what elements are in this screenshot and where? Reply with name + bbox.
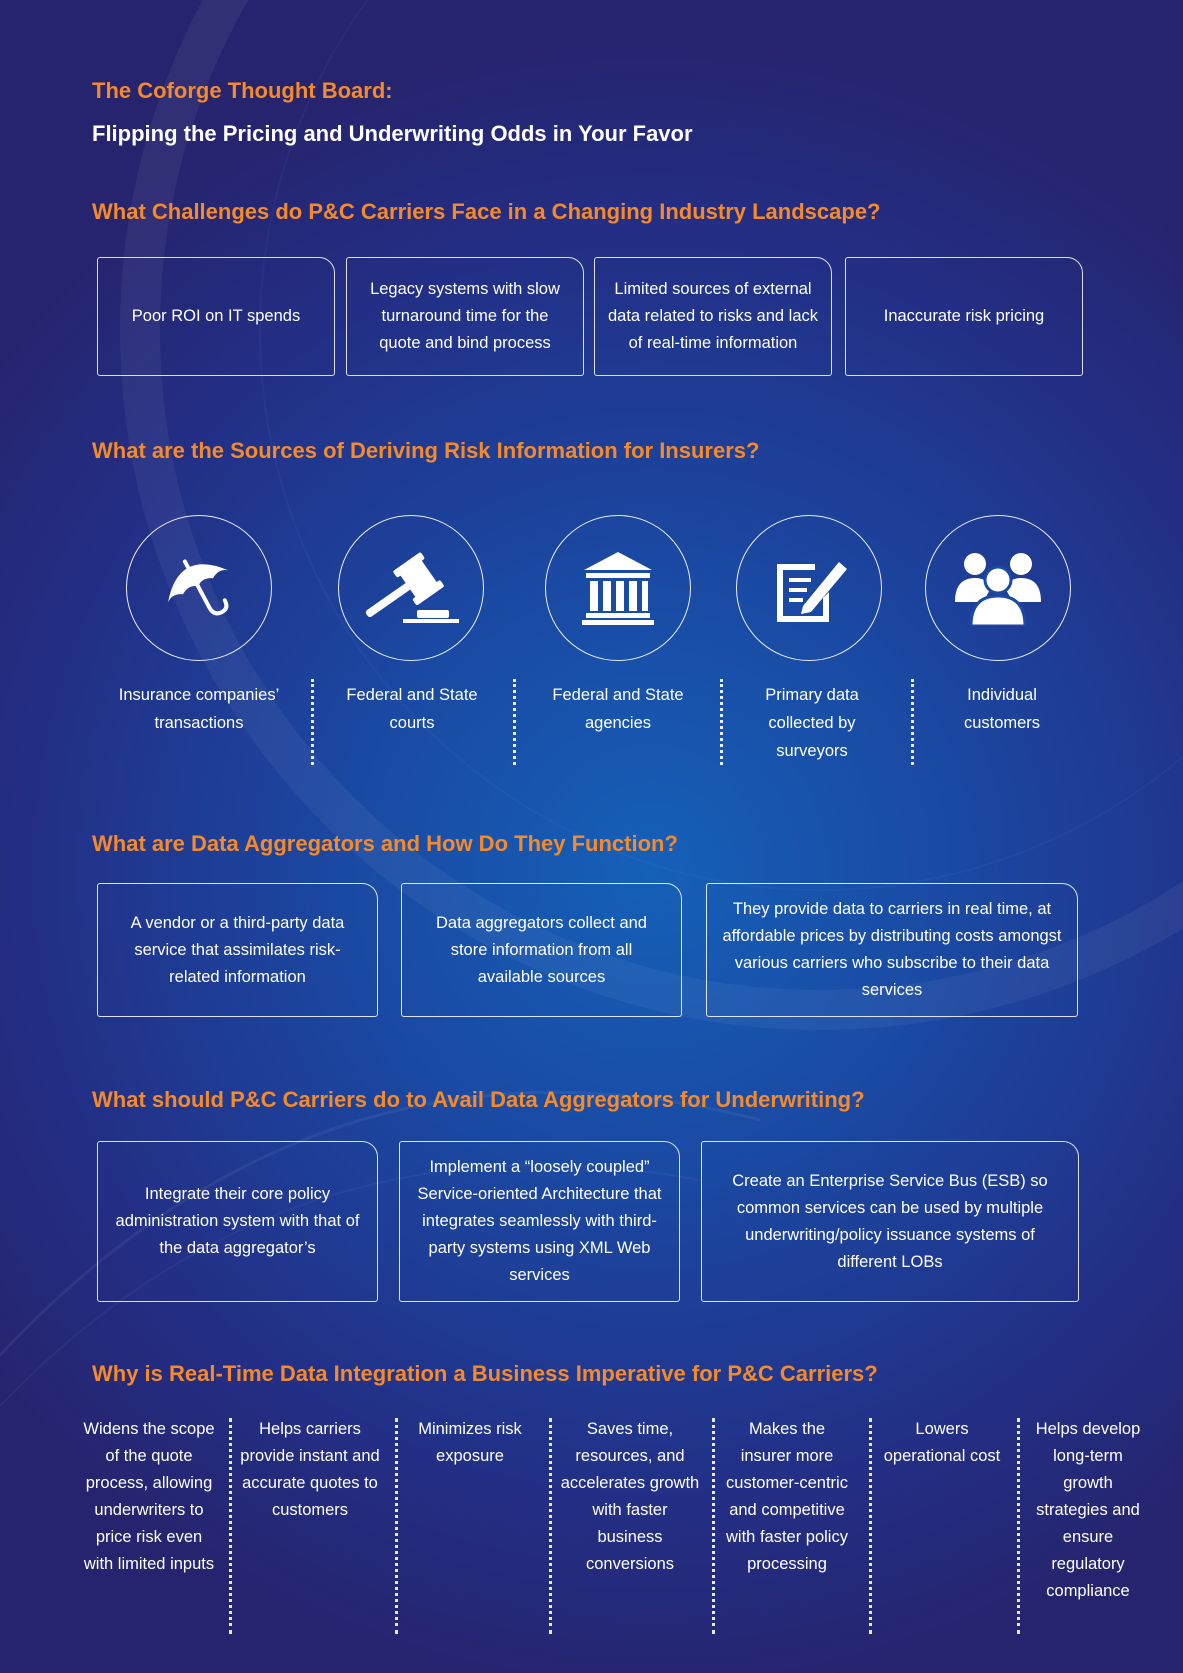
dotted-divider: [229, 1418, 232, 1634]
source-label: Primary data collected by surveyors: [765, 686, 859, 760]
source-label: Insurance companies’ transactions: [118, 686, 280, 732]
aggregator-text: A vendor or a third-party data service that assimilates risk-related information: [130, 913, 345, 986]
dotted-divider: [395, 1418, 398, 1634]
dotted-divider: [311, 679, 314, 765]
benefit-text: Saves time, resources, and accelerates growth with faster business conversions: [560, 1420, 700, 1573]
challenge-box: [346, 257, 584, 376]
dotted-divider: [1017, 1418, 1020, 1634]
action-text: Implement a “loosely coupled” Service-oriented Architecture that integrates seamlessly with third-party systems using XML Web services: [417, 1158, 662, 1284]
source-label: Federal and State courts: [346, 686, 478, 732]
dotted-divider: [712, 1418, 715, 1634]
source-label: Federal and State agencies: [552, 686, 684, 732]
challenge-text: Inaccurate risk pricing: [883, 307, 1045, 325]
aggregator-box: [97, 883, 378, 1017]
dotted-divider: [549, 1418, 552, 1634]
challenge-box: [97, 257, 335, 376]
source-circle: [126, 515, 272, 661]
challenge-box: [845, 257, 1083, 376]
aggregator-text: Data aggregators collect and store information from all available sources: [436, 913, 647, 986]
challenge-text: Legacy systems with slow turnaround time for the quote and bind process: [370, 280, 560, 352]
document-pen-icon: [769, 548, 849, 628]
challenge-text: Poor ROI on IT spends: [131, 307, 301, 325]
sources-heading: What are the Sources of Deriving Risk Information for Insurers?: [92, 438, 760, 463]
aggregator-text: They provide data to carriers in real time, at affordable prices by distributing costs amongst various carriers who subscribe to their data services: [722, 900, 1062, 999]
people-group-icon: [953, 550, 1043, 626]
aggregator-box: [706, 883, 1078, 1017]
benefit-text: Helps carriers provide instant and accurate quotes to customers: [240, 1420, 380, 1519]
source-circle: [925, 515, 1071, 661]
benefit-text: Widens the scope of the quote process, allowing underwriters to price risk even with limited inputs: [83, 1420, 215, 1573]
government-building-icon: [580, 550, 656, 626]
benefit-text: Lowers operational cost: [883, 1420, 1001, 1465]
action-text: Create an Enterprise Service Bus (ESB) so common services can be used by multiple underwriting/policy issuance systems of different LOBs: [732, 1171, 1048, 1271]
benefits-heading: Why is Real-Time Data Integration a Business Imperative for P&C Carriers?: [92, 1361, 878, 1386]
source-circle: [338, 515, 484, 661]
aggregators-heading: What are Data Aggregators and How Do They Function?: [92, 831, 678, 856]
dotted-divider: [513, 679, 516, 765]
benefit-text: Minimizes risk exposure: [418, 1420, 522, 1465]
source-label: Individual customers: [963, 686, 1041, 732]
dotted-divider: [911, 679, 914, 765]
actions-heading: What should P&C Carriers do to Avail Data Aggregators for Underwriting?: [92, 1087, 865, 1112]
challenge-text: Limited sources of external data related to risks and lack of real-time information: [607, 280, 819, 352]
challenges-heading: What Challenges do P&C Carriers Face in a Changing Industry Landscape?: [92, 199, 881, 224]
source-circle: [545, 515, 691, 661]
action-box: [701, 1141, 1079, 1302]
umbrella-icon: [159, 548, 239, 628]
dotted-divider: [869, 1418, 872, 1634]
dotted-divider: [720, 679, 723, 765]
source-circle: [736, 515, 882, 661]
action-box: [97, 1141, 378, 1302]
gavel-icon: [363, 548, 459, 628]
page-subtitle: Flipping the Pricing and Underwriting Odds in Your Favor: [92, 121, 693, 146]
page-title: The Coforge Thought Board:: [92, 78, 393, 103]
action-text: Integrate their core policy administration system with that of the data aggregator’s: [115, 1185, 360, 1257]
benefit-text: Helps develop long-term growth strategies and ensure regulatory compliance: [1035, 1420, 1141, 1600]
aggregator-box: [401, 883, 682, 1017]
benefit-text: Makes the insurer more customer-centric and competitive with faster policy processing: [726, 1420, 848, 1573]
action-box: [399, 1141, 680, 1302]
challenge-box: [594, 257, 832, 376]
